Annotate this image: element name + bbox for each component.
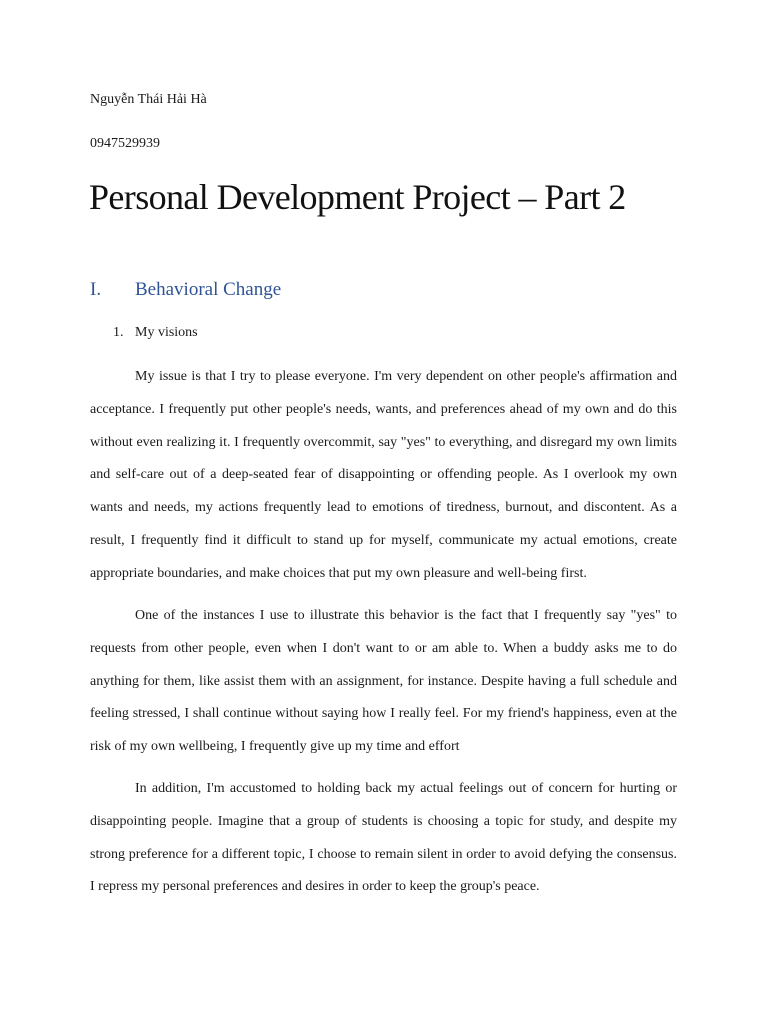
document-title: Personal Development Project – Part 2 <box>89 177 626 217</box>
subsection-heading <box>113 325 198 341</box>
subsection-title: My visions <box>135 325 198 340</box>
body-paragraph: One of the instances I use to illustrate this behavior is the fact that I frequently say "yes" to requests from other people, even when I don't want to or am able to. When a buddy asks me to do anything for them, like assist them with an assignment, for instance. Despite having a full schedule and feeling stressed, I shall continue without saying how I really feel. For my friend's happiness, even at the risk of my own wellbeing, I frequently give up my time and effort <box>90 608 677 755</box>
section-number: I. <box>90 279 102 300</box>
body-paragraph: My issue is that I try to please everyone. I'm very dependent on other people's affirmation and acceptance. I frequently put other people's needs, wants, and preferences ahead of my own and do this without even realizing it. I frequently overcommit, say "yes" to everything, and disregard my own limits and self-care out of a deep-seated fear of disappointing or offending people. As I overlook my own wants and needs, my actions frequently lead to emotions of tiredness, burnout, and discontent. As a result, I frequently find it difficult to stand up for myself, communicate my actual emotions, create appropriate boundaries, and make choices that put my own pleasure and well-being first. <box>90 369 677 581</box>
body-paragraph: In addition, I'm accustomed to holding back my actual feelings out of concern for hurting or disappointing people. Imagine that a group of students is choosing a topic for study, and despite my strong preference for a different topic, I choose to remain silent in order to avoid defying the consensus. I repress my personal preferences and desires in order to keep the group's peace. <box>90 781 677 895</box>
subsection-number: 1. <box>113 325 124 340</box>
phone-number: 0947529939 <box>90 136 160 151</box>
author-name: Nguyễn Thái Hải Hà <box>90 92 207 107</box>
section-title: Behavioral Change <box>135 279 282 300</box>
